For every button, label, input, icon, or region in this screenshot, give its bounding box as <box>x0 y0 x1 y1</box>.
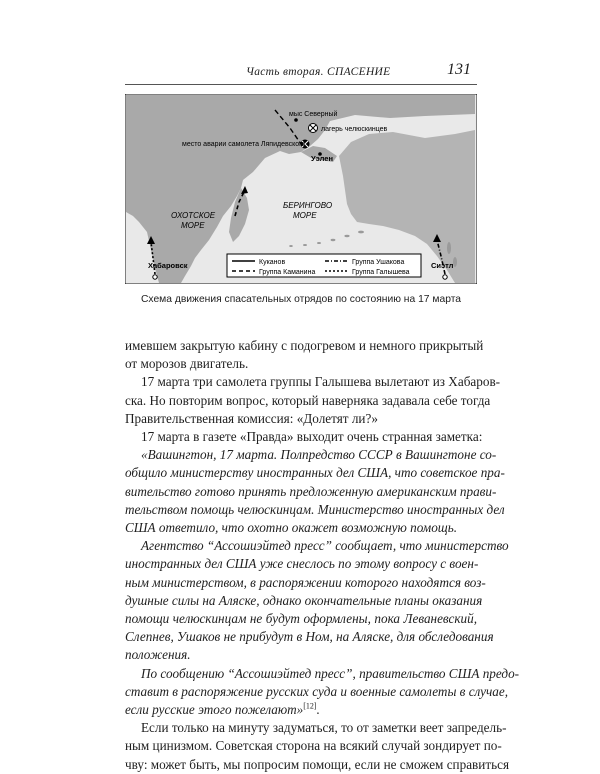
legend-ushakov: Группа Ушакова <box>352 259 405 266</box>
label-okhotsk-2: МОРЕ <box>181 221 205 230</box>
footnote-ref[interactable]: [12] <box>303 701 317 711</box>
cape-marker <box>294 118 298 122</box>
seattle-marker <box>443 275 447 279</box>
paragraph-4 <box>125 719 510 774</box>
text-line: Агентство “Ассошиэйтед пресс” сообщает, что министерство <box>141 538 509 554</box>
label-cape: мыс Северный <box>289 111 338 118</box>
header-rule <box>125 84 477 85</box>
text-line: имевшем закрытую кабину с подогревом и немного прикрытый <box>125 338 484 353</box>
text-line: 17 марта в газете «Правда» выходит очень странная заметка: <box>141 429 483 445</box>
text-line: ска. Но повторим вопрос, который наверняка задавала себе тогда <box>125 392 491 408</box>
body-text <box>125 337 520 774</box>
text-line: Слепнев, Ушаков не прибудут в Ном, на Аляске, для обследования <box>125 629 494 645</box>
rescue-routes-map <box>125 94 477 284</box>
text-line: общило министерству иностранных дел США, что советское пра- <box>125 465 505 481</box>
text-line: Правительственная комиссия: «Долетят ли?» <box>125 410 378 426</box>
text-line: чву: может быть, мы попросим помощи, если не сможем справиться <box>125 756 510 772</box>
quote-paragraph-2 <box>125 537 509 664</box>
text-line: помощи челюскинцам не будут оформлены, пока Леваневский, <box>125 611 477 627</box>
label-uelen: Уэлен <box>311 154 333 163</box>
text-line-content: если русские этого пожелают» <box>125 702 304 718</box>
legend-kukanov: Куканов <box>259 259 286 266</box>
label-crash: место аварии самолета Ляпидевского <box>182 141 306 148</box>
text-line: иностранных дел США уже снеслось по этому вопросу с воен- <box>125 556 479 572</box>
running-header-title: Часть вторая. СПАСЕНИЕ <box>246 66 391 78</box>
label-bering-2: МОРЕ <box>293 211 317 220</box>
text-line: По сообщению “Ассошиэйтед пресс”, правительство США предо- <box>141 665 520 681</box>
footnote-tail: . <box>316 702 320 718</box>
label-khabarovsk: Хабаровск <box>148 261 188 270</box>
text-line: ставит в распоряжение русских суда и военные самолеты в случае, <box>125 683 509 699</box>
label-bering-1: БЕРИНГОВО <box>283 201 333 210</box>
label-camp: лагерь челюскинцев <box>321 126 388 133</box>
text-line: душные силы на Аляске, однако окончательные планы оказания <box>125 592 483 608</box>
label-okhotsk-1: ОХОТСКОЕ <box>171 211 216 220</box>
text-line: Если только на минуту задуматься, то от заметки веет запредель- <box>141 720 507 736</box>
paragraph-1 <box>125 337 484 373</box>
text-line: тельством помощь челюскинцам. Министерство иностранных дел <box>125 501 505 517</box>
text-line: положения. <box>125 647 191 663</box>
map-caption: Схема движения спасательных отрядов по состоянию на 17 марта <box>140 294 462 305</box>
paragraph-2 <box>125 373 501 428</box>
text-line: США ответило, что охотно окажет возможную помощь. <box>125 520 458 536</box>
quote-paragraph-1 <box>125 446 505 537</box>
map-legend <box>227 254 421 277</box>
quote-paragraph-3 <box>125 665 520 720</box>
text-line: вительство готово принять предложенную американским прави- <box>125 483 497 499</box>
text-line: ным министерством, в распоряжении которого находятся воз- <box>125 574 486 590</box>
paragraph-3 <box>125 428 483 446</box>
khabarovsk-marker <box>153 275 157 279</box>
text-line: ным цинизмом. Советская сторона на всякий случай зондирует по- <box>125 738 502 754</box>
legend-kamanin: Группа Каманина <box>259 269 316 276</box>
text-line: от морозов двигатель. <box>125 356 249 372</box>
text-line: 17 марта три самолета группы Галышева вылетают из Хабаров- <box>141 374 501 390</box>
legend-galyshev: Группа Галышева <box>352 269 410 276</box>
text-line: «Вашингтон, 17 марта. Полпредство СССР в Вашингтоне со- <box>141 447 497 463</box>
label-seattle: Сиэтл <box>431 261 454 270</box>
text-line <box>125 701 477 719</box>
page-number: 131 <box>447 61 471 78</box>
